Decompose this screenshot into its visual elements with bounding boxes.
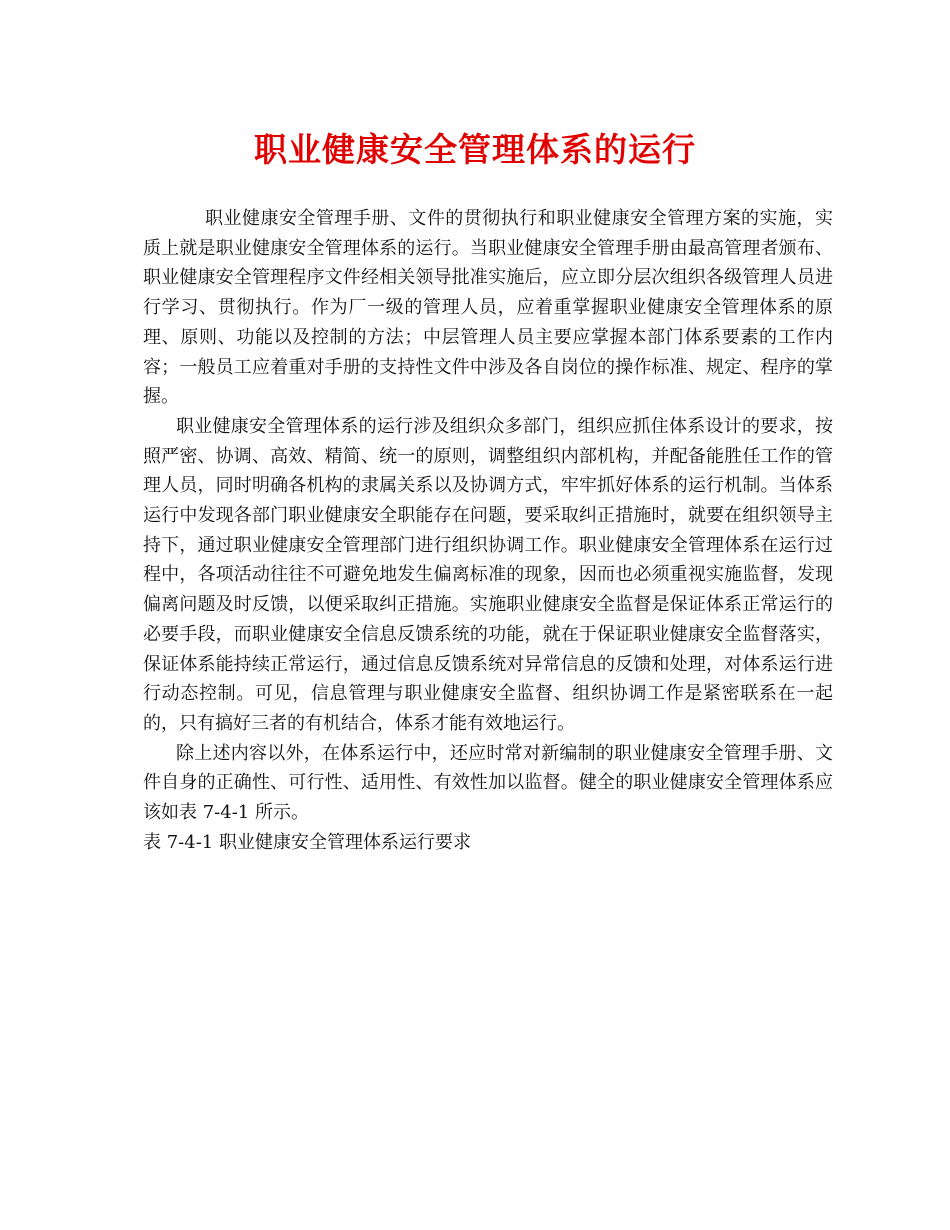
document-title: 职业健康安全管理体系的运行	[254, 130, 696, 169]
paragraph-supervision: 除上述内容以外，在体系运行中，还应时常对新编制的职业健康安全管理手册、文件自身的正确性、可行性、适用性、有效性加以监督。健全的职业健康安全管理体系应该如表 7-4-1 所示。	[143, 742, 833, 824]
table-caption: 表 7-4-1 职业健康安全管理体系运行要求	[143, 831, 471, 853]
paragraph-operation: 职业健康安全管理体系的运行涉及组织众多部门，组织应抓住体系设计的要求，按照严密、协调、高效、精简、统一的原则，调整组织内部机构，并配备能胜任工作的管理人员，同时明确各机构的隶属关系以及协调方式，牢牢抓好体系的运行机制。当体系运行中发现各部门职业健康安全职能存在问题，要采取纠正措施时，就要在组织领导主持下，通过职业健康安全管理部门进行组织协调工作。职业健康安全管理体系在运行过程中，各项活动往往不可避免地发生偏离标准的现象，因而也必须重视实施监督，发现偏离问题及时反馈，以便采取纠正措施。实施职业健康安全监督是保证体系正常运行的必要手段，而职业健康安全信息反馈系统的功能，就在于保证职业健康安全监督落实，保证体系能持续正常运行，通过信息反馈系统对异常信息的反馈和处理，对体系运行进行动态控制。可见，信息管理与职业健康安全监督、组织协调工作是紧密联系在一起的，只有搞好三者的有机结合，体系才能有效地运行。	[143, 415, 833, 734]
document-body	[143, 204, 833, 857]
paragraph-intro: 职业健康安全管理手册、文件的贯彻执行和职业健康安全管理方案的实施，实质上就是职业健康安全管理体系的运行。当职业健康安全管理手册由最高管理者颁布、职业健康安全管理程序文件经相关领导批准实施后，应立即分层次组织各级管理人员进行学习、贯彻执行。作为厂一级的管理人员，应着重掌握职业健康安全管理体系的原理、原则、功能以及控制的方法；中层管理人员主要应掌握本部门体系要素的工作内容；一般员工应着重对手册的支持性文件中涉及各自岗位的操作标准、规定、程序的掌握。	[143, 208, 833, 408]
